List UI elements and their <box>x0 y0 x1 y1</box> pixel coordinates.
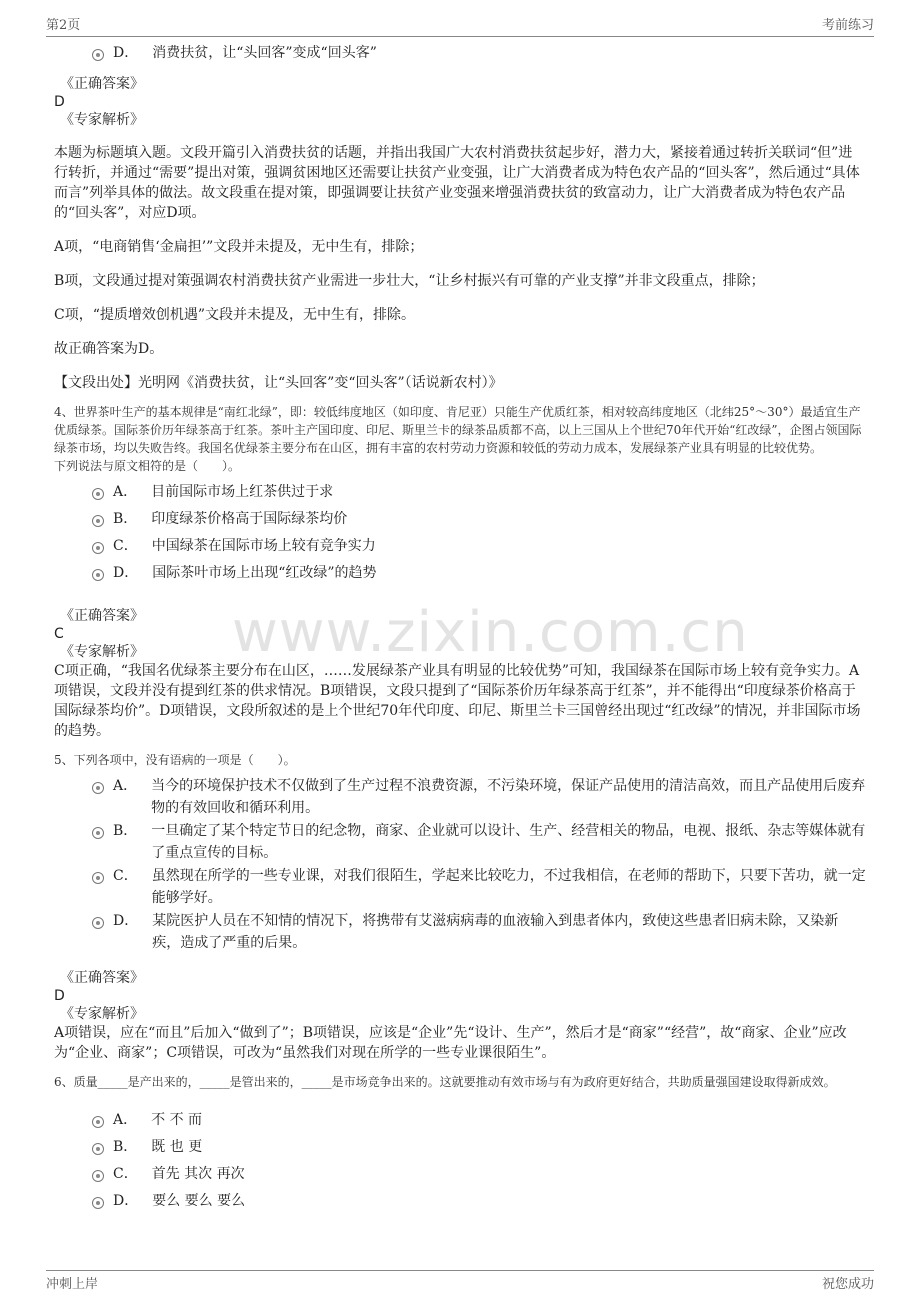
q6-option-a[interactable] <box>92 1109 866 1131</box>
q4-answer: C <box>54 626 64 642</box>
q5-analysis-label: 《专家解析》 <box>60 1006 144 1022</box>
q6-option-b[interactable] <box>92 1136 866 1158</box>
option-letter: C． <box>113 1166 138 1182</box>
q5-answer: D <box>54 988 65 1004</box>
footer-right-text: 祝您成功 <box>821 1277 874 1292</box>
footer-left-text: 冲刺上岸 <box>46 1277 99 1292</box>
page-number: 第2页 <box>46 18 81 33</box>
option-letter: B． <box>113 823 138 839</box>
q3-analysis-conclusion: 故正确答案为D。 <box>54 341 164 357</box>
page-footer <box>46 1270 874 1292</box>
q3-analysis-paragraph: 本题为标题填入题。文段开篇引入消费扶贫的话题，并指出我国广大农村消费扶贫起步好，潜力大，紧接着通过转折关联词“但”进行转折，并通过“需要”提出对策，强调贫困地区还需要让扶贫产业变强，让广大消费者成为特色农产品的“回头客”，然后通过“具体而言”列举具体的做法。故文段重在提对策，即强调要让扶贫产业变强来增强消费扶贫的致富动力，让广大消费者成为特色农产品的“回头客”，对应D项。 <box>54 145 860 221</box>
q6-option-c[interactable] <box>92 1163 866 1185</box>
option-letter: B． <box>113 1139 138 1155</box>
radio-icon[interactable] <box>92 1197 104 1209</box>
option-text: 某院医护人员在不知情的情况下，将携带有艾滋病病毒的血液输入到患者体内，致使这些患者旧病未除，又染新疾，造成了严重的后果。 <box>152 913 839 951</box>
option-text: 虽然现在所学的一些专业课，对我们很陌生，学起来比较吃力，不过我相信，在老师的帮助下，只要下苦功，就一定能够学好。 <box>151 868 866 906</box>
q3-answer-label: 《正确答案》 <box>60 76 144 92</box>
q5-answer-label: 《正确答案》 <box>60 970 144 986</box>
option-text: 一旦确定了某个特定节日的纪念物，商家、企业就可以设计、生产、经营相关的物品，电视、报纸、杂志等媒体就有了重点宣传的目标。 <box>151 823 866 861</box>
q3-analysis-source: 【文段出处】光明网《消费扶贫，让“头回客”变“回头客”（话说新农村）》 <box>54 375 503 391</box>
radio-icon[interactable] <box>92 488 104 500</box>
option-text: 首先 其次 再次 <box>151 1166 245 1182</box>
q4-option-a[interactable] <box>92 481 866 503</box>
radio-icon[interactable] <box>92 827 104 839</box>
q3-analysis-option-b: B项，文段通过提对策强调农村消费扶贫产业需进一步壮大，“让乡村振兴有可靠的产业支撑”并非文段重点，排除； <box>54 273 765 289</box>
q3-analysis-option-a: A项，“电商销售‘金扁担’”文段并未提及，无中生有，排除； <box>54 239 424 255</box>
q4-option-b[interactable] <box>92 508 866 530</box>
watermark: www.zixin.com.cn <box>232 600 749 665</box>
radio-icon[interactable] <box>92 917 104 929</box>
option-letter: D． <box>113 45 139 61</box>
q5-option-a[interactable] <box>92 775 866 819</box>
option-text: 目前国际市场上红茶供过于求 <box>151 484 334 500</box>
option-text: 要么 要么 要么 <box>152 1193 246 1209</box>
option-text: 消费扶贫，让“头回客”变成“回头客” <box>152 45 377 61</box>
radio-icon[interactable] <box>92 515 104 527</box>
page-header <box>46 14 874 37</box>
option-letter: D． <box>113 1193 139 1209</box>
q5-stem: 5、下列各项中，没有语病的一项是（ ）。 <box>54 753 296 767</box>
header-title: 考前练习 <box>821 18 874 33</box>
q4-option-d[interactable] <box>92 562 866 584</box>
option-text: 既 也 更 <box>151 1139 203 1155</box>
option-text: 国际茶叶市场上出现“红改绿”的趋势 <box>152 565 377 581</box>
q5-analysis: A项错误，应在“而且”后加入“做到了”；B项错误，应该是“企业”先“设计、生产”，然后才是“商家”“经营”，故“商家、企业”应改为“企业、商家”；C项错误，可改为“虽然我们对现在所学的一些专业课很陌生”。 <box>54 1025 847 1061</box>
option-letter: A． <box>113 1112 138 1128</box>
radio-icon[interactable] <box>92 1143 104 1155</box>
radio-icon[interactable] <box>92 569 104 581</box>
q4-prompt: 下列说法与原文相符的是（ ）。 <box>54 459 241 473</box>
radio-icon[interactable] <box>92 49 104 61</box>
q3-analysis-label: 《专家解析》 <box>60 112 144 128</box>
q3-answer: D <box>54 94 65 110</box>
q5-option-d[interactable] <box>92 910 866 954</box>
option-letter: A． <box>113 778 138 794</box>
q5-option-b[interactable] <box>92 820 866 864</box>
q6-stem: 6、质量_____是产出来的，_____是管出来的，_____是市场竞争出来的。这就要推动有效市场与有为政府更好结合，共助质量强国建设取得新成效。 <box>54 1075 836 1089</box>
radio-icon[interactable] <box>92 542 104 554</box>
radio-icon[interactable] <box>92 872 104 884</box>
option-text: 当今的环境保护技术不仅做到了生产过程不浪费资源，不污染环境，保证产品使用的清洁高效，而且产品使用后废弃物的有效回收和循环利用。 <box>151 778 866 816</box>
option-text: 中国绿茶在国际市场上较有竞争实力 <box>151 538 376 554</box>
radio-icon[interactable] <box>92 1170 104 1182</box>
option-letter: D． <box>113 913 139 929</box>
option-text: 印度绿茶价格高于国际绿茶均价 <box>151 511 348 527</box>
q6-option-d[interactable] <box>92 1190 866 1212</box>
option-letter: D． <box>113 565 139 581</box>
radio-icon[interactable] <box>92 1116 104 1128</box>
q5-option-c[interactable] <box>92 865 866 909</box>
q4-answer-label: 《正确答案》 <box>60 608 144 624</box>
option-letter: B． <box>113 511 138 527</box>
q4-analysis-label: 《专家解析》 <box>60 644 144 660</box>
q4-analysis: C项正确，“我国名优绿茶主要分布在山区，……发展绿茶产业具有明显的比较优势”可知，我国绿茶在国际市场上较有竞争实力。A项错误，文段并没有提到红茶的供求情况。B项错误，文段只提到了“国际茶价历年绿茶高于红茶”，并不能得出“印度绿茶价格高于国际绿茶均价”。D项错误，文段所叙述的是上个世纪70年代印度、印尼、斯里兰卡三国曾经出现过“红改绿”的情况，并非国际市场的趋势。 <box>54 663 861 739</box>
radio-icon[interactable] <box>92 782 104 794</box>
option-letter: C． <box>113 868 138 884</box>
q4-stem: 4、世界茶叶生产的基本规律是“南红北绿”，即：较低纬度地区（如印度、肯尼亚）只能生产优质红茶，相对较高纬度地区（北纬25°～30°）最适宜生产优质绿茶。国际茶价历年绿茶高于红茶。茶叶主产国印度、印尼、斯里兰卡的绿茶品质都不高，以上三国从上个世纪70年代开始“红改绿”，企图占领国际绿茶市场，均以失败告终。我国名优绿茶主要分布在山区，拥有丰富的农村劳动力资源和较低的劳动力成本，发展绿茶产业具有明显的比较优势。 <box>54 405 862 455</box>
q3-analysis-option-c: C项，“提质增效创机遇”文段并未提及，无中生有，排除。 <box>54 307 416 323</box>
document-content <box>54 42 866 1217</box>
option-letter: C． <box>113 538 138 554</box>
option-letter: A． <box>113 484 138 500</box>
q3-option-d[interactable] <box>92 42 866 64</box>
option-text: 不 不 而 <box>151 1112 203 1128</box>
q4-option-c[interactable] <box>92 535 866 557</box>
